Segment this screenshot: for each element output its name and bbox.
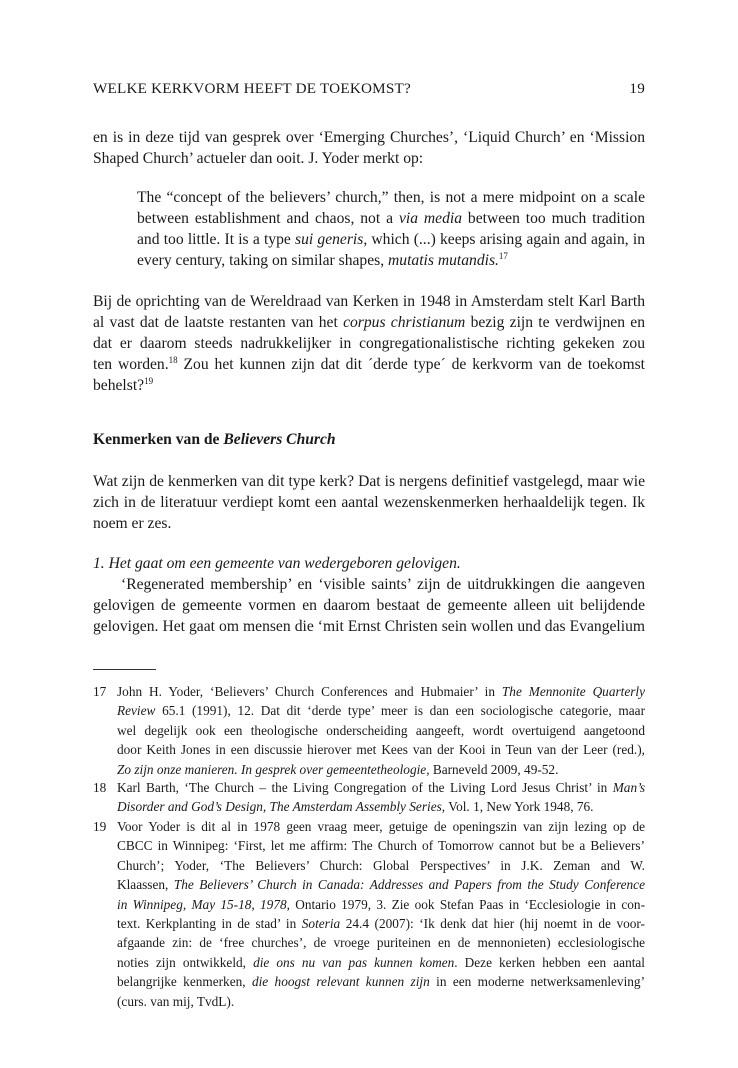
footnote-divider [93,669,156,670]
paragraph-intro [93,127,645,169]
text-line: belangrijke kenmerken, die hoogst relevant kunnen zijn in een moderne netwerksamenleving’ [117,974,645,990]
italic-term: via media [398,210,463,227]
text-line: behelst?$^{19}$ [93,376,154,394]
footnote-body [117,778,645,817]
text-line: ‘Regenerated membership’ en ‘visible saints’ zijn de uitdrukkingen die aangeven [121,576,645,593]
footnote-17 [93,682,645,782]
text-line: Wat zijn de kenmerken van dit type kerk? Dat is nergens definitief vastgelegd, maar wie [93,473,645,490]
italic-term: mutatis mutandis. [388,252,499,269]
footnote-ref[interactable]: 19 [144,376,154,386]
running-head-title: WELKE KERKVORM HEEFT DE TOEKOMST? [93,80,411,97]
paragraph-kenmerken [93,471,645,534]
text-line: and too little. It is a type sui generis, which (...) keeps arising again and again, in [137,231,645,248]
italic-term: corpus christianum [343,314,466,331]
text-line: CBCC in Winnipeg: ‘First, let me affirm: The Church of Tomorrow cannot but be a Believers’ [117,838,645,854]
text-line: between establishment and chaos, not a via media between too much tradition [137,210,645,227]
text-line: The “concept of the believers’ church,” then, is not a mere midpoint on a scale [137,189,645,206]
text-line: noem er zes. [93,515,172,532]
paragraph-point-1 [93,553,645,637]
text-line: dat er daarom steeds nadrukkelijker in congregationalistische richting gekeken zou [93,335,645,352]
text-line: afgaande zin: de ‘free churches’, de vroege puriteinen en de mennonieten) ecclesiologische [117,935,645,951]
text-line: door Keith Jones in een discussie hierover met Kees van der Kooi in Teun van der Leer (red.), [117,742,645,758]
text-line: Disorder and God’s Design, The Amsterdam Assembly Series, Vol. 1, New York 1948, 76. [117,799,594,815]
footnote-ref[interactable]: 18 [168,355,178,365]
footnote-number: 19 [93,819,107,834]
footnote-18 [93,778,645,820]
text-line: gelovigen de gemeente vormen en daarom bestaat de gemeente alleen uit belijdende [93,597,645,614]
running-head [93,80,645,98]
text-line: wel degelijk ook een theologische onderscheiding aangeeft, wordt overtuigend aangetoond [117,722,645,738]
footnote-number: 17 [93,684,107,699]
text-line: every century, taking on similar shapes, mutatis mutandis.$^{17}$ [137,251,508,269]
text-line: Karl Barth, ‘The Church – the Living Congregation of the Living Lord Jesus Christ’ in Man’s [117,780,645,795]
text-line: Voor Yoder is dit al in 1978 geen vraag meer, getuige de openingszin van zijn lezing op de [117,819,645,834]
list-item-heading: 1. Het gaat om een gemeente van wedergeboren gelovigen. [93,555,461,572]
text-line: in Winnipeg, May 15-18, 1978, Ontario 1979, 3. Zie ook Stefan Paas in ‘Ecclesiologie in con- [117,896,645,912]
text-line: Zo zijn onze manieren. In gesprek over gemeentetheologie, Barneveld 2009, 49-52. [117,761,559,777]
heading-italic: Believers Church [223,431,336,448]
page-number: 19 [629,80,645,97]
text-line: noties zijn ontwikkeld, die ons nu van pas kunnen komen. Deze kerken hebben een aantal [117,954,645,970]
text-line: gelovigen. Het gaat om mensen die ‘mit Ernst Christen sein wollen und das Evangelium [93,618,645,635]
text-line: Shaped Church’ actueler dan ooit. J. Yoder merkt op: [93,150,424,167]
footnote-ref[interactable]: 17 [498,251,508,261]
text-line: al vast dat de laatste restanten van het corpus christianum bezig zijn te verdwijnen en [93,314,645,331]
footnote-19 [93,817,645,1017]
text-line: Church’; Yoder, ‘The Believers’ Church: Global Perspectives’ in J.K. Zeman and W. [117,857,645,873]
text-line: John H. Yoder, ‘Believers’ Church Conferences and Hubmaier’ in The Mennonite Quarterly [117,684,645,699]
text-line: en is in deze tijd van gesprek over ‘Emerging Churches’, ‘Liquid Church’ en ‘Mission [93,129,645,146]
footnote-body [117,682,645,779]
text-line: zich in de literatuur verdiept komt een aantal wezenskenmerken herhaaldelijk tegen. Ik [93,494,645,511]
text-line: Bij de oprichting van de Wereldraad van Kerken in 1948 in Amsterdam stelt Karl Barth [93,293,645,310]
block-quote [137,187,645,271]
text-line: text. Kerkplanting in de stad’ in Soteria 24.4 (2007): ‘Ik denk dat hier (hij noemt in de voor- [117,915,645,931]
text-line: (curs. van mij, TvdL). [117,993,235,1009]
section-heading: Kenmerken van de Believers Church [93,431,336,448]
footnote-body [117,817,645,1011]
text-line: ten worden.$^{18}$ Zou het kunnen zijn dat dit ´derde type´ de kerkvorm van de toekomst [93,355,645,373]
paragraph-barth [93,291,645,396]
footnote-number: 18 [93,780,107,795]
text-line: Klaassen, The Believers’ Church in Canada: Addresses and Papers from the Study Conference [117,877,645,893]
italic-term: sui generis [295,231,364,248]
text-line: Review 65.1 (1991), 12. Dat dit ‘derde type’ meer is dan een sociologische categorie, maar [117,703,645,719]
